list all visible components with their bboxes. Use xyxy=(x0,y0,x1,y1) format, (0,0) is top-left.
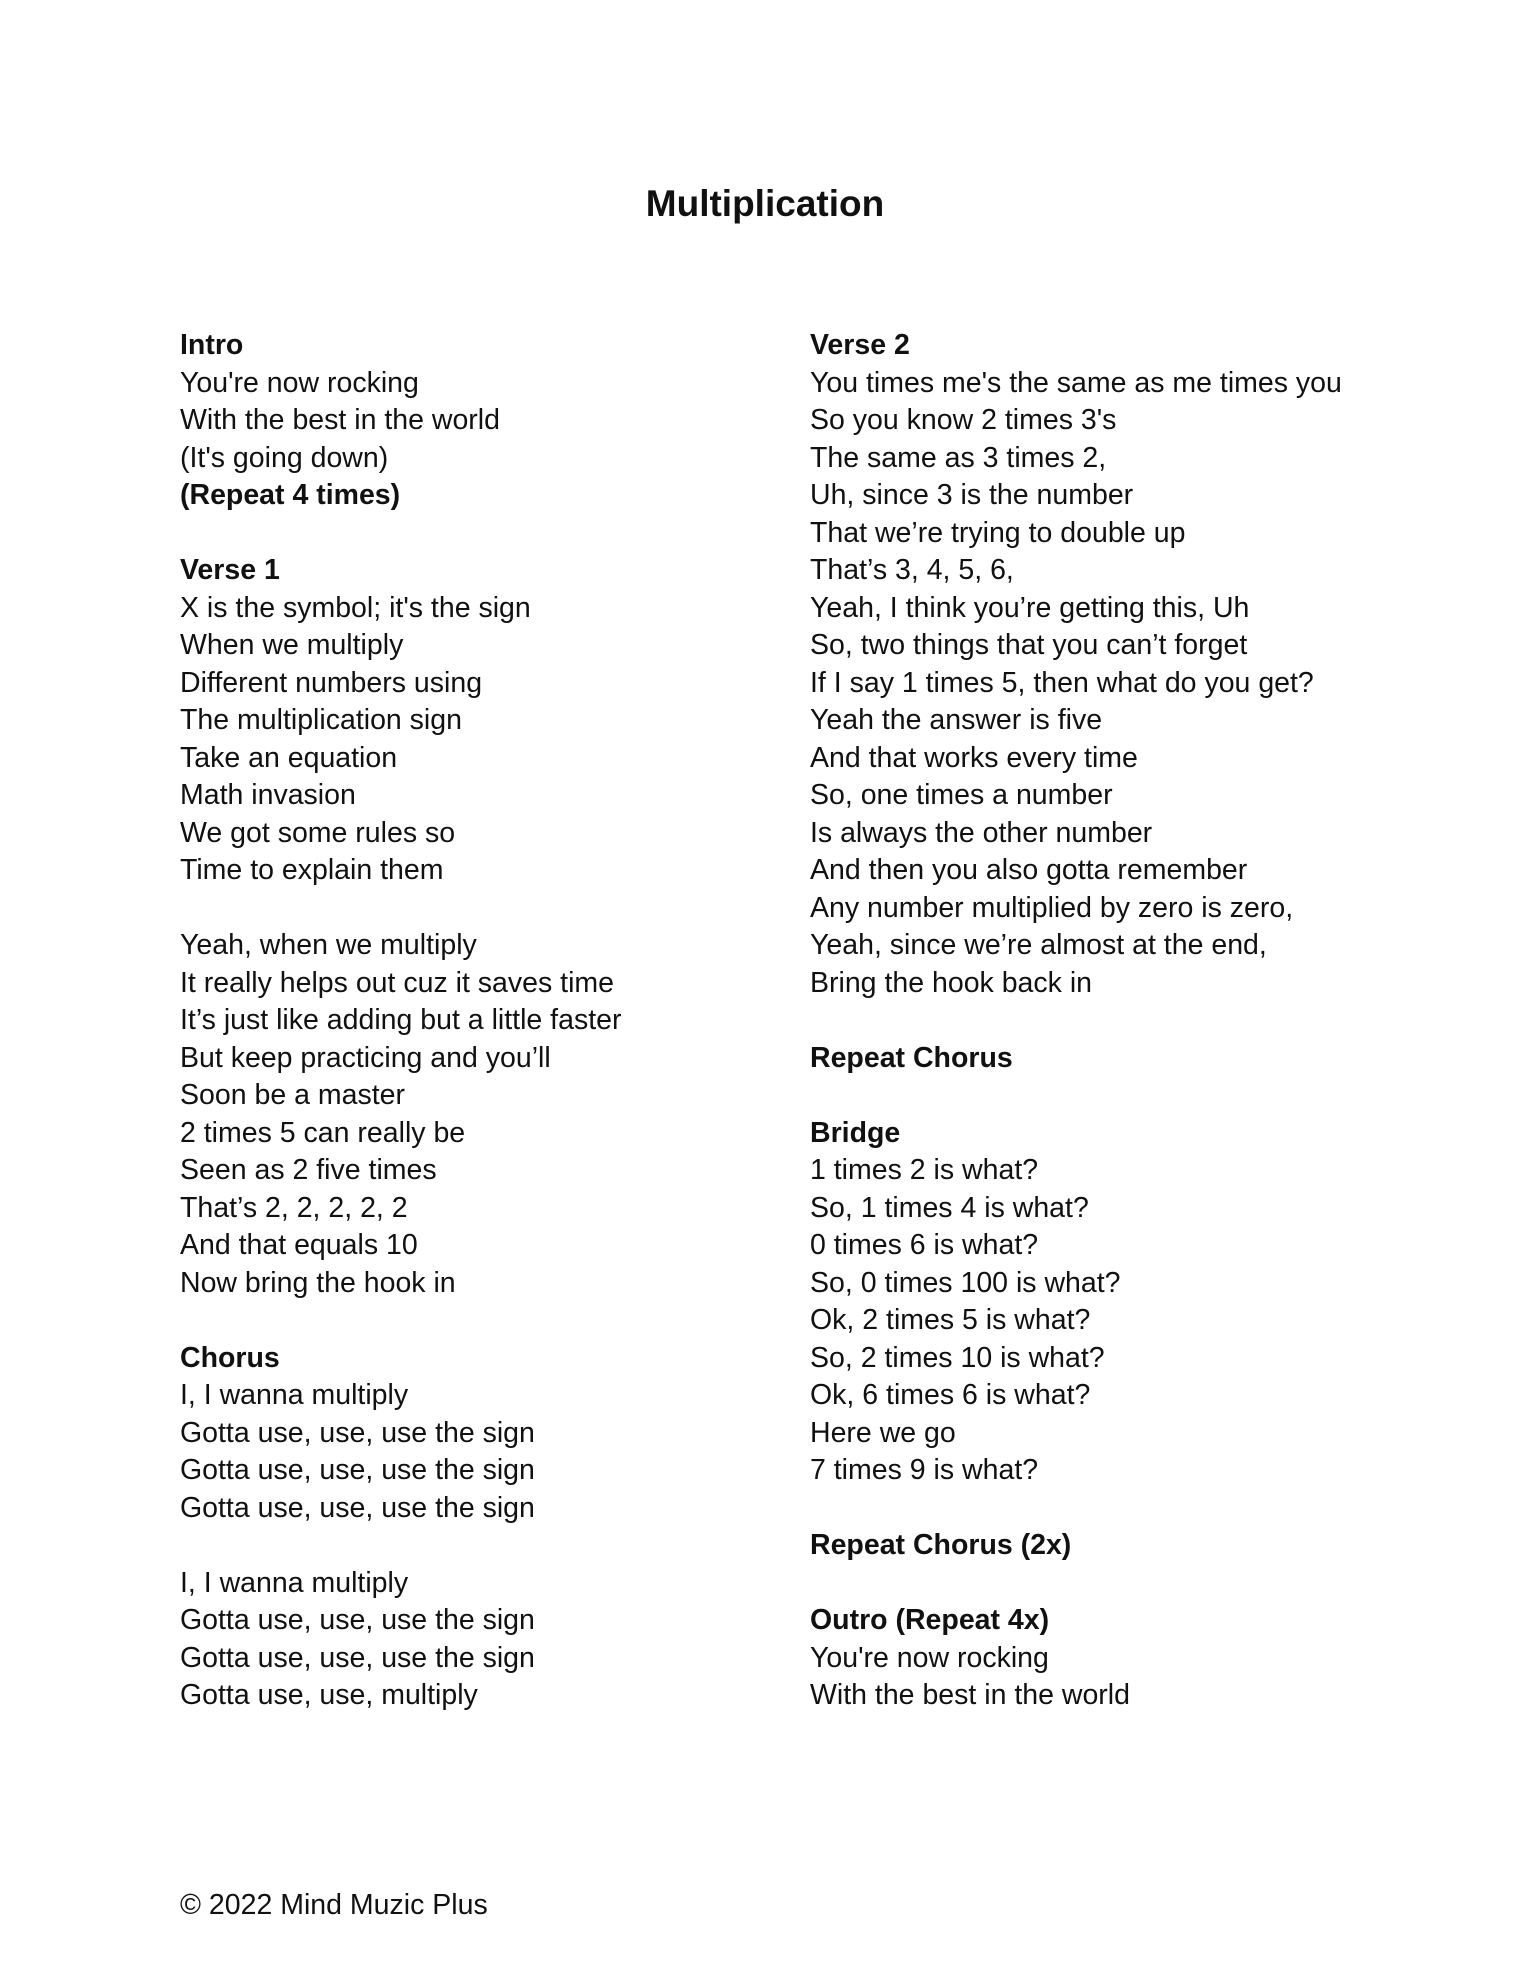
lyric-line: Gotta use, use, use the sign xyxy=(180,1491,535,1524)
lyric-line: With the best in the world xyxy=(810,1679,1130,1711)
lyric-line: It’s just like adding but a little faster xyxy=(180,1004,622,1036)
lyric-line: Yeah, when we multiply xyxy=(180,929,477,961)
lyric-line: Here we go xyxy=(810,1416,956,1449)
lyric-line: X is the symbol; it's the sign xyxy=(180,591,531,624)
lyric-line: I, I wanna multiply xyxy=(180,1379,409,1411)
lyric-line: 0 times 6 is what? xyxy=(810,1229,1039,1261)
lyric-line: So, two things that you can’t forget xyxy=(810,629,1248,661)
lyric-line: (It's going down) xyxy=(180,441,389,474)
blank-line xyxy=(810,1565,1342,1603)
section-heading: Intro xyxy=(180,329,244,361)
lyric-line: The same as 3 times 2, xyxy=(810,441,1107,474)
blank-line xyxy=(180,515,621,553)
lyric-line: Gotta use, use, use the sign xyxy=(180,1416,535,1449)
blank-line xyxy=(810,1002,1342,1040)
lyric-line: Is always the other number xyxy=(810,816,1153,849)
lyric-line: We got some rules so xyxy=(180,816,456,849)
blank-line xyxy=(180,1302,621,1340)
lyric-line: The multiplication sign xyxy=(180,704,462,736)
lyrics-column-right xyxy=(810,327,1342,1715)
lyric-line: When we multiply xyxy=(180,629,404,661)
lyric-line: Soon be a master xyxy=(180,1079,405,1111)
lyric-line: So, 1 times 4 is what? xyxy=(810,1191,1089,1224)
lyric-line: 1 times 2 is what? xyxy=(810,1154,1039,1186)
lyric-line: Yeah the answer is five xyxy=(810,704,1103,736)
lyric-line: So, 2 times 10 is what? xyxy=(810,1341,1105,1374)
lyric-line: Ok, 2 times 5 is what? xyxy=(810,1304,1091,1336)
lyric-line: Gotta use, use, use the sign xyxy=(180,1641,535,1674)
section-heading: Bridge xyxy=(810,1116,901,1149)
section-heading: Chorus xyxy=(180,1341,280,1374)
lyric-line: Gotta use, use, use the sign xyxy=(180,1454,535,1486)
lyric-line: So, 0 times 100 is what? xyxy=(810,1266,1121,1299)
lyrics-column-left xyxy=(180,327,621,1715)
lyric-line: Different numbers using xyxy=(180,666,483,699)
blank-line xyxy=(810,1077,1342,1115)
lyric-line: Bring the hook back in xyxy=(810,966,1093,999)
lyric-line: Time to explain them xyxy=(180,854,444,886)
lyric-line: Ok, 6 times 6 is what? xyxy=(810,1379,1091,1411)
lyric-line: And then you also gotta remember xyxy=(810,854,1248,886)
lyric-line: That’s 2, 2, 2, 2, 2 xyxy=(180,1191,408,1224)
lyric-line: If I say 1 times 5, then what do you get? xyxy=(810,666,1314,699)
lyric-line: It really helps out cuz it saves time xyxy=(180,966,615,999)
section-heading: Verse 2 xyxy=(810,329,910,361)
lyric-line: You times me's the same as me times you xyxy=(810,366,1342,399)
section-heading: Repeat Chorus xyxy=(810,1041,1013,1074)
lyric-line: 7 times 9 is what? xyxy=(810,1454,1039,1486)
blank-line xyxy=(180,890,621,928)
lyric-line: Any number multiplied by zero is zero, xyxy=(810,891,1294,924)
lyric-line: But keep practicing and you’ll xyxy=(180,1041,551,1074)
lyric-line: You're now rocking xyxy=(180,366,419,399)
page-title: Multiplication xyxy=(645,183,885,224)
lyric-line: That’s 3, 4, 5, 6, xyxy=(810,554,1014,586)
lyric-line: Gotta use, use, use the sign xyxy=(180,1604,535,1636)
section-heading: (Repeat 4 times) xyxy=(180,479,401,511)
section-heading: Outro (Repeat 4x) xyxy=(810,1604,1050,1636)
lyric-line: Seen as 2 five times xyxy=(180,1154,437,1186)
lyric-line: So, one times a number xyxy=(810,779,1113,811)
lyric-line: And that works every time xyxy=(810,741,1138,774)
lyric-line: Math invasion xyxy=(180,779,356,811)
lyric-line: 2 times 5 can really be xyxy=(180,1116,466,1149)
blank-line xyxy=(810,1490,1342,1528)
section-heading: Verse 1 xyxy=(180,554,280,586)
lyric-line: With the best in the world xyxy=(180,404,500,436)
blank-line xyxy=(180,1527,621,1565)
lyric-line: I, I wanna multiply xyxy=(180,1566,409,1599)
lyric-line: And that equals 10 xyxy=(180,1229,418,1261)
lyric-line: You're now rocking xyxy=(810,1641,1049,1674)
lyric-line: So you know 2 times 3's xyxy=(810,404,1117,436)
lyric-line: Take an equation xyxy=(180,741,398,774)
lyric-line: Uh, since 3 is the number xyxy=(810,479,1134,511)
copyright-footer: © 2022 Mind Muzic Plus xyxy=(180,1889,488,1921)
lyric-line: That we’re trying to double up xyxy=(810,516,1186,549)
lyric-line: Yeah, since we’re almost at the end, xyxy=(810,929,1267,961)
section-heading: Repeat Chorus (2x) xyxy=(810,1529,1072,1561)
lyric-line: Gotta use, use, multiply xyxy=(180,1679,478,1711)
lyric-line: Now bring the hook in xyxy=(180,1266,456,1299)
lyric-line: Yeah, I think you’re getting this, Uh xyxy=(810,591,1250,624)
